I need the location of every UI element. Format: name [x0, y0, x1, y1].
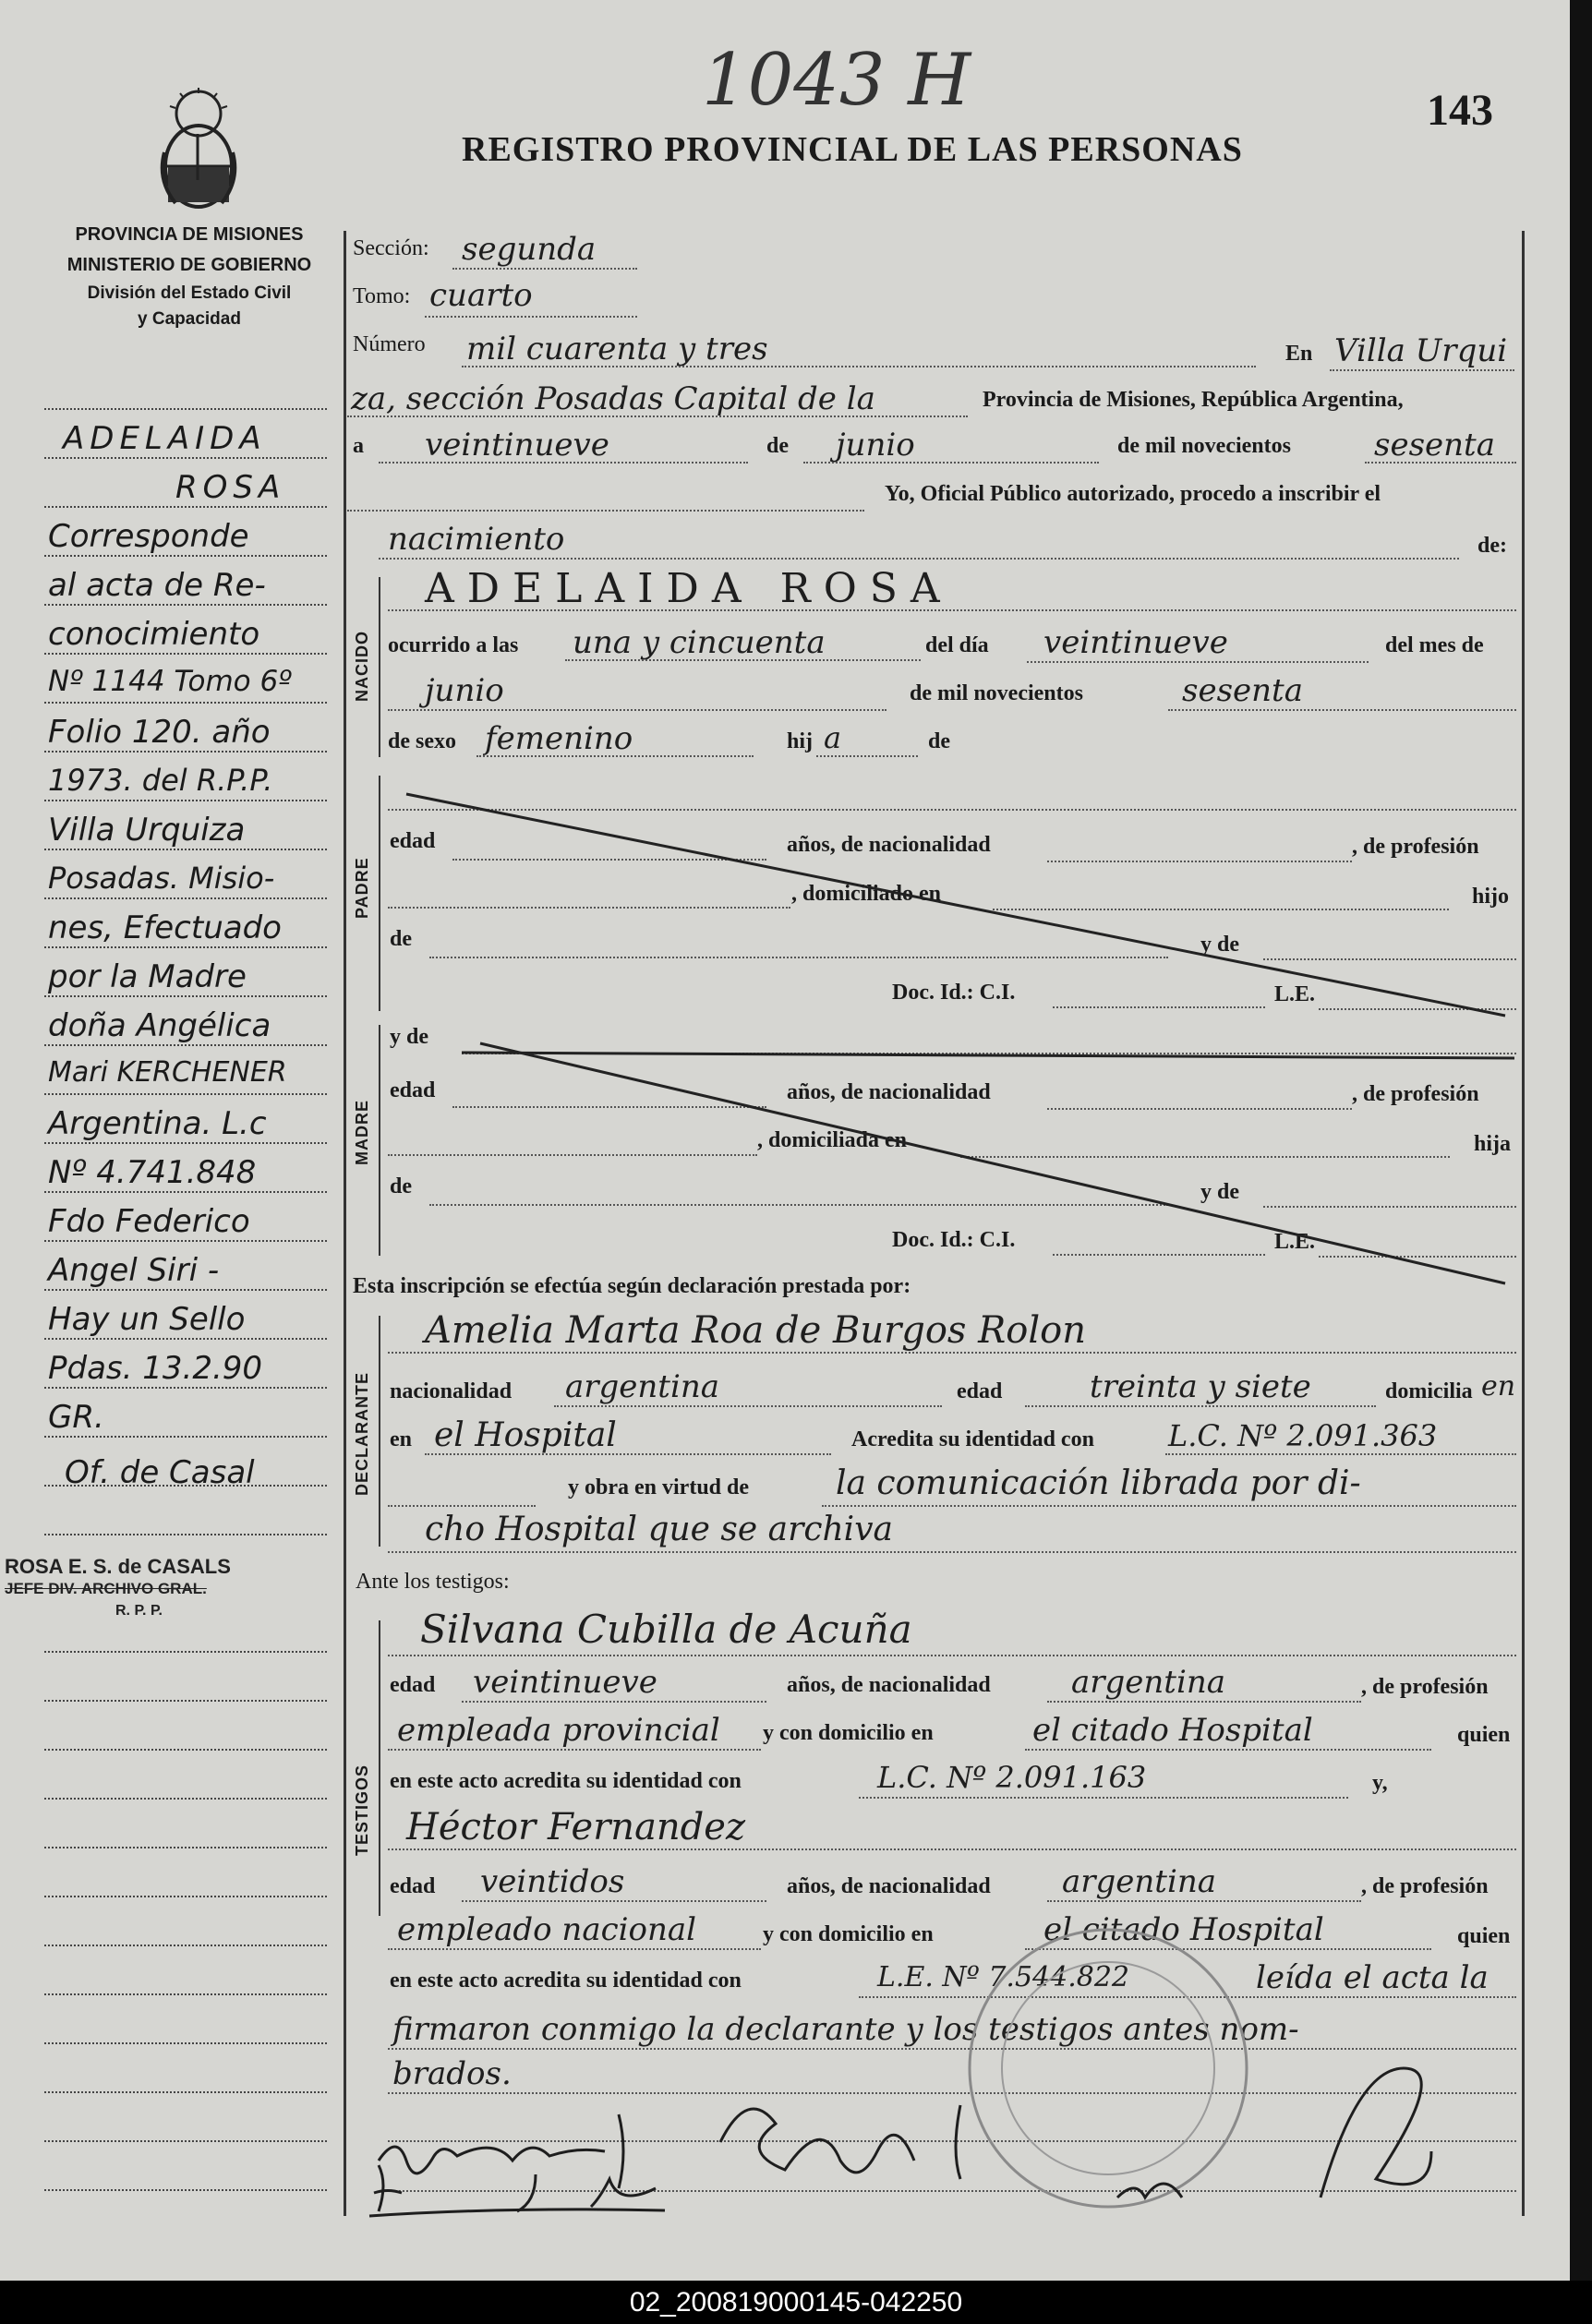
mil-novecientos-label: de mil novecientos	[1117, 434, 1291, 458]
testigo2-edad-label: edad	[390, 1874, 436, 1898]
seccion-label: Sección:	[353, 236, 429, 260]
en-value: Villa Urqui	[1334, 332, 1508, 369]
seccion-value: segunda	[462, 231, 597, 268]
stamp-name: ROSA E. S. de CASALS	[5, 1555, 231, 1578]
declarante-domicilia-label: domicilia	[1385, 1379, 1473, 1403]
anio-value: sesenta	[1374, 427, 1495, 464]
sexo-value: femenino	[485, 720, 633, 757]
nacido-dia-value: veintinueve	[1043, 624, 1228, 661]
testigo2-nacionalidad-value: argentina	[1062, 1863, 1217, 1900]
padre-nacionalidad-label: años, de nacionalidad	[787, 833, 991, 857]
declarante-edad-value: treinta y siete	[1090, 1368, 1311, 1405]
nacido-anio-value: sesenta	[1182, 672, 1303, 709]
testigo1-quien-label: quien	[1457, 1723, 1511, 1747]
stamp-office: R. P. P.	[115, 1603, 163, 1619]
madre-le-label: L.E.	[1274, 1230, 1316, 1254]
obra-value: la comunicación librada por di-	[836, 1464, 1361, 1502]
margin-note-line: Folio 120. año	[48, 714, 271, 751]
obra-value-continued: cho Hospital que se archiva	[425, 1511, 893, 1548]
margin-note-line: Corresponde	[48, 518, 249, 555]
nacido-name: ADELAIDA ROSA	[425, 565, 953, 612]
declarante-section-label: DECLARANTE	[353, 1372, 371, 1496]
nacido-section-label: NACIDO	[353, 631, 371, 702]
acredita-label: Acredita su identidad con	[851, 1427, 1094, 1451]
testigo-y-label: y,	[1372, 1771, 1388, 1795]
padre-y-de-label: y de	[1200, 933, 1239, 957]
madre-de-label: de	[390, 1174, 412, 1198]
nacido-de-label: de	[928, 729, 950, 753]
testigo2-name: Héctor Fernandez	[406, 1806, 746, 1848]
margin-note-line: nes, Efectuado	[48, 909, 282, 946]
testigo2-quien-label: quien	[1457, 1924, 1511, 1948]
obra-label: y obra en virtud de	[568, 1475, 750, 1499]
madre-doc-label: Doc. Id.: C.I.	[892, 1228, 1016, 1252]
madre-hija-label: hija	[1474, 1132, 1512, 1156]
testigo2-edad-value: veintidos	[480, 1863, 625, 1900]
hij-label: hij	[787, 729, 814, 753]
margin-note-line: Mari KERCHENER	[48, 1056, 287, 1089]
margin-note-line: GR.	[48, 1399, 104, 1436]
testigo1-domicilio-value: el citado Hospital	[1032, 1712, 1313, 1749]
closing-line1: leída el acta la	[1256, 1959, 1489, 1996]
testigo2-nacionalidad-label: años, de nacionalidad	[787, 1874, 991, 1898]
padre-profesion-label: , de profesión	[1352, 835, 1479, 859]
nacido-mil-label: de mil novecientos	[910, 681, 1083, 705]
declarante-en-label: en	[390, 1427, 412, 1451]
handwritten-record-number: 1043 H	[702, 39, 971, 122]
a-label: a	[353, 434, 364, 458]
province-text: Provincia de Misiones, República Argentina,	[983, 388, 1404, 412]
margin-note-line: Nº 1144 Tomo 6º	[48, 665, 292, 698]
margin-note-line: Villa Urquiza	[48, 812, 246, 849]
issuer-division: División del Estado Civil	[87, 283, 292, 303]
numero-label: Número	[353, 332, 426, 356]
margin-note-line: 1973. del R.P.P.	[48, 763, 273, 798]
margin-note-line: Fdo Federico	[48, 1203, 250, 1240]
numero-value: mil cuarenta y tres	[466, 331, 768, 367]
padre-domiciliado-label: , domiciliado en	[791, 882, 942, 906]
page-number: 143	[1427, 86, 1493, 135]
localidad-value: za, sección Posadas Capital de la	[351, 380, 875, 417]
stamp-title: JEFE DIV. ARCHIVO GRAL.	[5, 1580, 207, 1597]
testigo2-domicilio-label: y con domicilio en	[763, 1922, 934, 1946]
margin-note-line: Pdas. 13.2.90	[48, 1350, 263, 1387]
padre-le-label: L.E.	[1274, 982, 1316, 1006]
madre-profesion-label: , de profesión	[1352, 1082, 1479, 1106]
testigo2-profesion-value: empleado nacional	[397, 1911, 697, 1948]
signature-testigo1	[720, 2105, 960, 2179]
margin-note-line: ROSA	[175, 469, 286, 506]
testigo1-doc-value: L.C. Nº 2.091.163	[877, 1760, 1147, 1795]
margin-note-line: doña Angélica	[48, 1007, 271, 1044]
testigo1-domicilio-label: y con domicilio en	[763, 1721, 934, 1745]
del-mes-label: del mes de	[1385, 633, 1484, 657]
madre-domiciliada-label: , domiciliada en	[757, 1128, 908, 1152]
padre-edad-label: edad	[390, 829, 436, 853]
margin-note-line: Hay un Sello	[48, 1301, 246, 1338]
declarante-intro: Esta inscripción se efectúa según declaración prestada por:	[353, 1274, 911, 1298]
margin-note-line: al acta de Re-	[48, 567, 266, 604]
testigo1-acredita-label: en este acto acredita su identidad con	[390, 1769, 742, 1793]
signature-declarante	[379, 2114, 623, 2188]
testigo1-nacionalidad-value: argentina	[1071, 1664, 1226, 1701]
padre-section-label: PADRE	[353, 857, 371, 919]
inscribir-value: nacimiento	[388, 521, 565, 558]
declarante-edad-label: edad	[957, 1379, 1003, 1403]
testigo2-doc-value: L.E. Nº 7.544.822	[877, 1961, 1130, 1993]
tomo-value: cuarto	[429, 277, 533, 314]
closing-line3: brados.	[392, 2055, 512, 2092]
tomo-label: Tomo:	[353, 284, 411, 308]
declarante-en-value: el Hospital	[434, 1416, 617, 1454]
nacido-mes-value: junio	[425, 672, 504, 709]
de-label: de	[766, 434, 789, 458]
margin-note-line: Angel Siri -	[48, 1252, 220, 1289]
testigos-intro: Ante los testigos:	[356, 1570, 510, 1594]
declarante-nacionalidad-value: argentina	[565, 1368, 720, 1405]
declarante-name: Amelia Marta Roa de Burgos Rolon	[425, 1309, 1086, 1352]
testigo1-edad-value: veintinueve	[473, 1664, 657, 1701]
issuer-province: PROVINCIA DE MISIONES	[75, 224, 304, 245]
acredita-value: L.C. Nº 2.091.363	[1168, 1418, 1438, 1453]
signature-oficial	[1117, 2068, 1431, 2198]
ocurrido-label: ocurrido a las	[388, 633, 519, 657]
sexo-label: de sexo	[388, 729, 456, 753]
official-seal-icon	[970, 1930, 1247, 2207]
testigo1-edad-label: edad	[390, 1673, 436, 1697]
testigo2-domicilio-value: el citado Hospital	[1043, 1911, 1324, 1948]
de-colon-label: de:	[1477, 534, 1507, 558]
del-dia-label: del día	[925, 633, 989, 657]
margin-note-line: ADELAIDA	[63, 420, 267, 457]
margin-note-line: Nº 4.741.848	[48, 1154, 257, 1191]
testigo2-acredita-label: en este acto acredita su identidad con	[390, 1969, 742, 1993]
madre-edad-label: edad	[390, 1078, 436, 1102]
hora-value: una y cincuenta	[573, 624, 826, 661]
padre-doc-label: Doc. Id.: C.I.	[892, 981, 1016, 1005]
testigo1-profesion-value: empleada provincial	[397, 1712, 720, 1749]
madre-nacionalidad-label: años, de nacionalidad	[787, 1080, 991, 1104]
testigo2-profesion-label: , de profesión	[1361, 1874, 1489, 1898]
margin-note-line: Argentina. L.c	[48, 1105, 267, 1142]
testigo1-nacionalidad-label: años, de nacionalidad	[787, 1673, 991, 1697]
image-code-footer: 02_200819000145-042250	[0, 2281, 1592, 2324]
testigo1-profesion-label: , de profesión	[1361, 1675, 1489, 1699]
madre-y-de-label: y de	[390, 1025, 428, 1049]
margin-note-signature: Of. de Casal	[65, 1454, 255, 1491]
madre-y-de2-label: y de	[1200, 1180, 1239, 1204]
hij-value: a	[824, 720, 842, 755]
issuer-ministry: MINISTERIO DE GOBIERNO	[66, 255, 312, 275]
declarante-domicilia-value: en	[1481, 1370, 1516, 1403]
en-label: En	[1285, 342, 1313, 366]
closing-line2: firmaron conmigo la declarante y los testigos antes nom-	[392, 2011, 1299, 2048]
margin-note-line: Posadas. Misio-	[48, 861, 275, 896]
dia-value: veintinueve	[425, 427, 609, 464]
madre-section-label: MADRE	[353, 1100, 371, 1165]
issuer-capacidad: y Capacidad	[138, 309, 241, 329]
margin-note-line: por la Madre	[48, 958, 247, 995]
oficial-text: Yo, Oficial Público autorizado, procedo a inscribir el	[885, 482, 1381, 506]
margin-note-line: conocimiento	[48, 616, 260, 653]
padre-de-label: de	[390, 927, 412, 951]
padre-hijo-label: hijo	[1472, 885, 1510, 909]
mes-value: junio	[836, 427, 915, 464]
declarante-nacionalidad-label: nacionalidad	[390, 1379, 513, 1403]
document-title: REGISTRO PROVINCIAL DE LAS PERSONAS	[462, 130, 1243, 169]
testigo1-name: Silvana Cubilla de Acuña	[420, 1607, 912, 1652]
testigos-section-label: TESTIGOS	[353, 1764, 371, 1856]
